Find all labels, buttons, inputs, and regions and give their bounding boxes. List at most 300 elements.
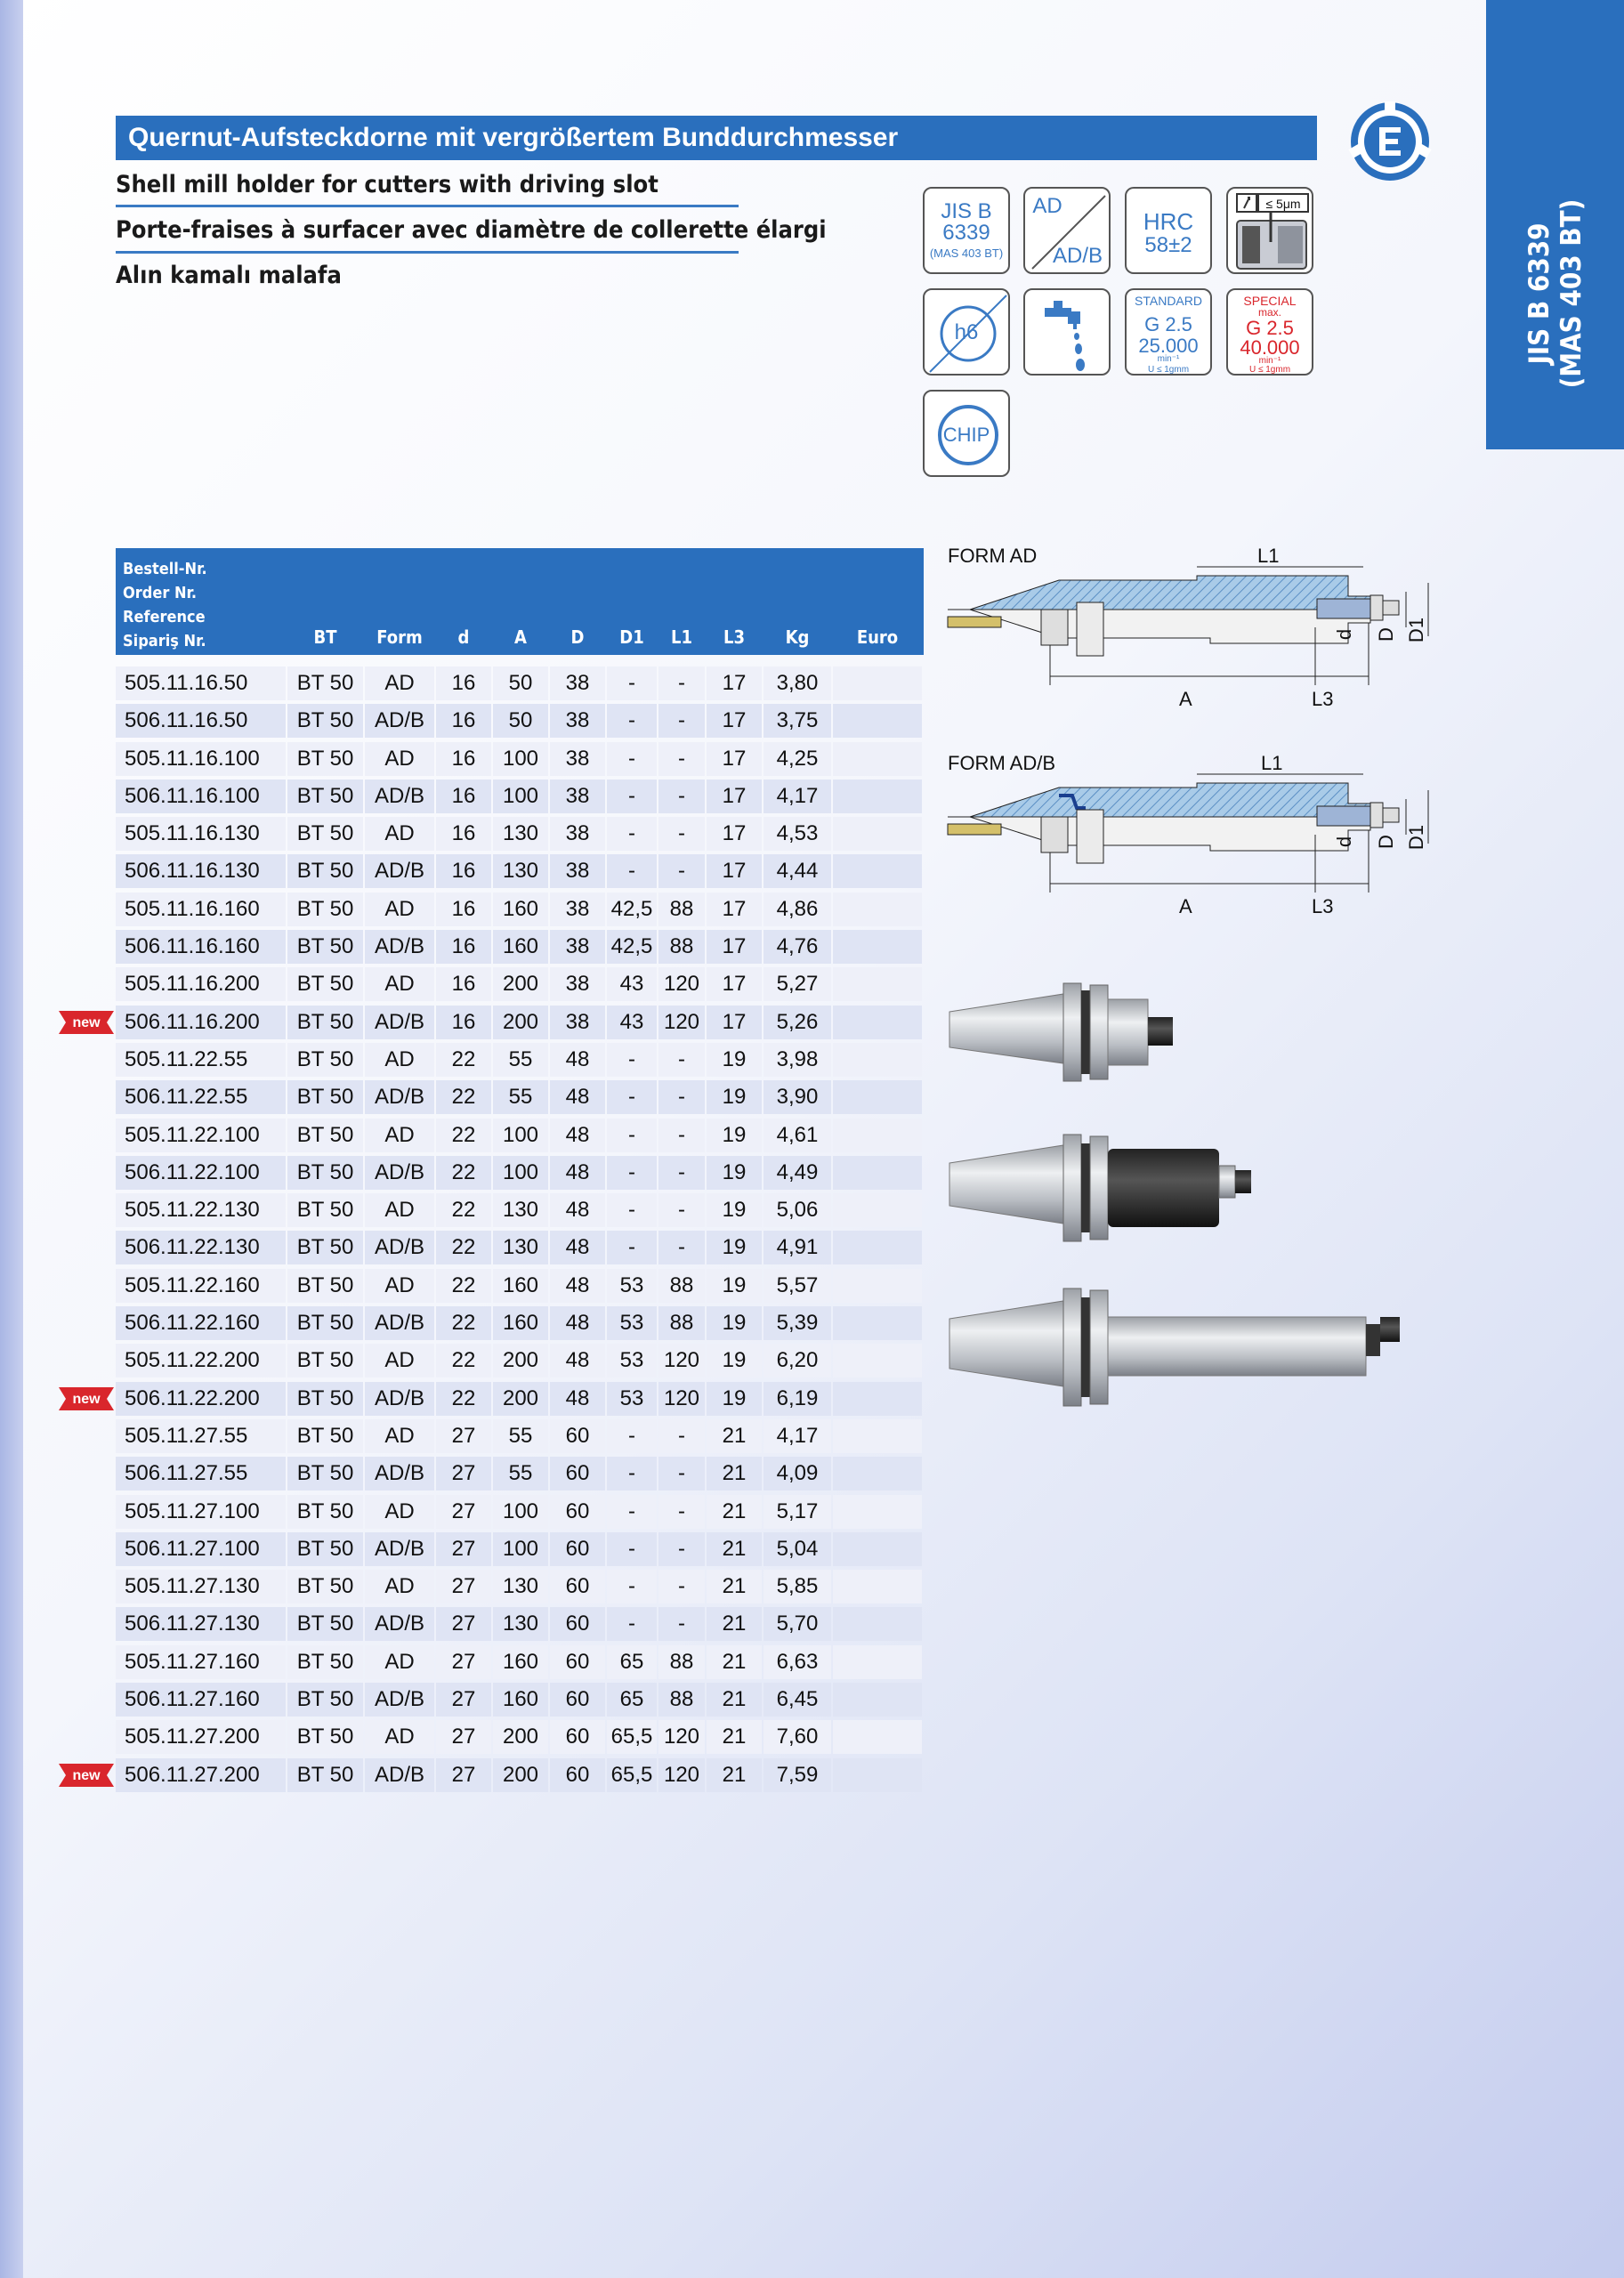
cell-a: 200 xyxy=(493,1382,548,1416)
form-bottom-label: AD/B xyxy=(1052,244,1103,268)
cell-d1: - xyxy=(607,1231,657,1264)
ref-header-en: Order Nr. xyxy=(123,584,198,602)
cell-ref: 505.11.16.50 xyxy=(116,666,286,700)
cell-ref: 505.11.22.100 xyxy=(116,1119,286,1152)
cell-bt: BT 50 xyxy=(287,1720,363,1754)
cell-d: 16 xyxy=(436,817,491,851)
cell-a: 100 xyxy=(493,742,548,776)
cell-D: 48 xyxy=(550,1382,605,1416)
cell-D: 38 xyxy=(550,704,605,738)
cell-a: 160 xyxy=(493,1306,548,1340)
cell-d: 16 xyxy=(436,780,491,813)
cell-ref: 505.11.16.130 xyxy=(116,817,286,851)
cell-d1: - xyxy=(607,1495,657,1529)
cell-form: AD xyxy=(365,1193,434,1227)
cell-d1: 53 xyxy=(607,1306,657,1340)
new-badge-icon xyxy=(59,1011,114,1034)
cell-ref: 505.11.27.130 xyxy=(116,1570,286,1603)
cell-D: 38 xyxy=(550,780,605,813)
cell-D: 60 xyxy=(550,1607,605,1641)
cell-bt: BT 50 xyxy=(287,893,363,926)
form-ad-l1-label: L1 xyxy=(1257,545,1280,567)
cell-l1: - xyxy=(658,1419,705,1453)
jis-l2: 6339 xyxy=(942,221,990,245)
cell-bt: BT 50 xyxy=(287,1306,363,1340)
cell-d1: - xyxy=(607,1043,657,1077)
cell-d1: 42,5 xyxy=(607,893,657,926)
coolant-tap-icon xyxy=(1025,290,1111,376)
cell-d1: - xyxy=(607,854,657,888)
cell-kg: 5,39 xyxy=(764,1306,831,1340)
cell-l3: 21 xyxy=(707,1607,762,1641)
cell-D: 38 xyxy=(550,854,605,888)
cell-l1: - xyxy=(658,1457,705,1490)
cell-a: 50 xyxy=(493,704,548,738)
form-ad-drawing xyxy=(943,556,1442,725)
form-adb-d-label: d xyxy=(1333,836,1356,848)
special-balancing-icon xyxy=(1226,288,1313,376)
cell-a: 200 xyxy=(493,1344,548,1377)
hrc-l2: 58±2 xyxy=(1144,233,1192,257)
cell-bt: BT 50 xyxy=(287,1683,363,1717)
cell-form: AD/B xyxy=(365,1532,434,1566)
ref-header-de: Bestell-Nr. xyxy=(123,560,207,578)
cell-form: AD/B xyxy=(365,1683,434,1717)
cell-D: 60 xyxy=(550,1419,605,1453)
cell-kg: 5,57 xyxy=(764,1269,831,1303)
cell-kg: 5,04 xyxy=(764,1532,831,1566)
cell-d1: - xyxy=(607,666,657,700)
cell-euro xyxy=(833,742,922,776)
cell-l1: - xyxy=(658,1495,705,1529)
chip-icon xyxy=(923,390,1010,477)
cell-ref: 506.11.27.200 xyxy=(116,1758,286,1792)
cell-form: AD/B xyxy=(365,1156,434,1190)
cell-ref: 506.11.16.160 xyxy=(116,930,286,964)
cell-D: 38 xyxy=(550,666,605,700)
cell-ref: 506.11.16.100 xyxy=(116,780,286,813)
cell-a: 100 xyxy=(493,780,548,813)
cell-form: AD xyxy=(365,1720,434,1754)
cell-euro xyxy=(833,1193,922,1227)
cell-l1: - xyxy=(658,1080,705,1114)
cell-ref: 506.11.22.200 xyxy=(116,1382,286,1416)
subtitle-rule-2 xyxy=(116,251,739,254)
cell-form: AD xyxy=(365,1344,434,1377)
cell-l3: 21 xyxy=(707,1758,762,1792)
cell-d: 27 xyxy=(436,1720,491,1754)
cell-a: 130 xyxy=(493,1231,548,1264)
standard-balancing-icon xyxy=(1125,288,1212,376)
cell-ref: 506.11.27.100 xyxy=(116,1532,286,1566)
cell-l3: 17 xyxy=(707,817,762,851)
cell-form: AD xyxy=(365,666,434,700)
special-l2: G 2.5 xyxy=(1246,317,1294,339)
cell-a: 160 xyxy=(493,1269,548,1303)
cell-d: 22 xyxy=(436,1382,491,1416)
cell-l3: 19 xyxy=(707,1231,762,1264)
cell-a: 130 xyxy=(493,1193,548,1227)
cell-euro xyxy=(833,1720,922,1754)
cell-a: 100 xyxy=(493,1119,548,1152)
form-ad-D-label: D xyxy=(1374,627,1397,642)
svg-text:new: new xyxy=(72,1014,101,1030)
cell-kg: 4,61 xyxy=(764,1119,831,1152)
cell-l3: 19 xyxy=(707,1080,762,1114)
cell-ref: 505.11.22.55 xyxy=(116,1043,286,1077)
cell-kg: 7,60 xyxy=(764,1720,831,1754)
cell-euro xyxy=(833,1306,922,1340)
cell-l1: - xyxy=(658,704,705,738)
cell-kg: 3,98 xyxy=(764,1043,831,1077)
cell-a: 200 xyxy=(493,1006,548,1039)
cell-l3: 17 xyxy=(707,930,762,964)
cell-l3: 19 xyxy=(707,1156,762,1190)
cell-a: 200 xyxy=(493,1720,548,1754)
cell-bt: BT 50 xyxy=(287,1607,363,1641)
jis-l1: JIS B xyxy=(941,199,992,223)
cell-form: AD/B xyxy=(365,1758,434,1792)
cell-D: 48 xyxy=(550,1306,605,1340)
cell-D: 38 xyxy=(550,817,605,851)
cell-D: 60 xyxy=(550,1532,605,1566)
cell-D: 60 xyxy=(550,1720,605,1754)
cell-d: 22 xyxy=(436,1344,491,1377)
cell-kg: 3,80 xyxy=(764,666,831,700)
side-tab-label xyxy=(1523,199,1588,389)
cell-l3: 19 xyxy=(707,1306,762,1340)
cell-d: 16 xyxy=(436,967,491,1001)
cell-l1: 120 xyxy=(658,1720,705,1754)
cell-D: 38 xyxy=(550,930,605,964)
cell-d1: 65,5 xyxy=(607,1720,657,1754)
cell-d: 27 xyxy=(436,1683,491,1717)
cell-euro xyxy=(833,704,922,738)
cell-bt: BT 50 xyxy=(287,704,363,738)
cell-euro xyxy=(833,930,922,964)
cell-euro xyxy=(833,893,922,926)
cell-l3: 19 xyxy=(707,1269,762,1303)
cell-kg: 3,90 xyxy=(764,1080,831,1114)
cell-bt: BT 50 xyxy=(287,1344,363,1377)
cell-kg: 5,27 xyxy=(764,967,831,1001)
cell-a: 55 xyxy=(493,1457,548,1490)
cell-euro xyxy=(833,1119,922,1152)
runout-icon xyxy=(1226,187,1313,274)
svg-text:new: new xyxy=(72,1767,101,1783)
cell-bt: BT 50 xyxy=(287,817,363,851)
cell-d1: - xyxy=(607,1193,657,1227)
cell-form: AD/B xyxy=(365,1080,434,1114)
special-l1: max. xyxy=(1257,306,1281,319)
cell-a: 130 xyxy=(493,817,548,851)
cell-bt: BT 50 xyxy=(287,780,363,813)
cell-d: 22 xyxy=(436,1119,491,1152)
cell-bt: BT 50 xyxy=(287,1758,363,1792)
cell-D: 38 xyxy=(550,967,605,1001)
cell-kg: 4,76 xyxy=(764,930,831,964)
column-header-kg: Kg xyxy=(785,626,810,648)
cell-kg: 5,17 xyxy=(764,1495,831,1529)
cell-l3: 17 xyxy=(707,854,762,888)
hrc-hardness-icon xyxy=(1125,187,1212,274)
cell-d: 16 xyxy=(436,893,491,926)
cell-l3: 19 xyxy=(707,1193,762,1227)
cell-a: 130 xyxy=(493,1607,548,1641)
form-type-icon xyxy=(1023,187,1111,274)
cell-l3: 17 xyxy=(707,742,762,776)
cell-ref: 506.11.22.100 xyxy=(116,1156,286,1190)
form-ad-a-label: A xyxy=(1179,688,1192,710)
column-header-d1: D1 xyxy=(619,626,644,648)
svg-text:new: new xyxy=(72,1391,101,1407)
cell-l1: - xyxy=(658,1043,705,1077)
cell-d: 22 xyxy=(436,1080,491,1114)
reference-header xyxy=(123,557,207,653)
cell-kg: 6,63 xyxy=(764,1645,831,1679)
jis-standard-icon xyxy=(923,187,1010,274)
cell-D: 38 xyxy=(550,893,605,926)
cell-D: 48 xyxy=(550,1231,605,1264)
cell-kg: 4,17 xyxy=(764,780,831,813)
cell-form: AD/B xyxy=(365,1382,434,1416)
cell-kg: 5,70 xyxy=(764,1607,831,1641)
cell-d: 22 xyxy=(436,1193,491,1227)
form-adb-d1-label: D1 xyxy=(1405,824,1428,851)
cell-kg: 5,85 xyxy=(764,1570,831,1603)
cell-kg: 7,59 xyxy=(764,1758,831,1792)
cell-euro xyxy=(833,1344,922,1377)
holder-photo-long xyxy=(948,1281,1428,1415)
cell-l1: 88 xyxy=(658,1269,705,1303)
holder-photo-short xyxy=(948,974,1215,1090)
cell-d1: - xyxy=(607,1532,657,1566)
standard-l5: U ≤ 1gmm xyxy=(1147,365,1190,375)
brand-logo-icon xyxy=(1348,100,1432,183)
hrc-l1: HRC xyxy=(1143,208,1194,235)
cell-d1: - xyxy=(607,1570,657,1603)
cell-d1: - xyxy=(607,1156,657,1190)
cell-d1: - xyxy=(607,817,657,851)
cell-D: 48 xyxy=(550,1193,605,1227)
cell-d1: 43 xyxy=(607,967,657,1001)
cell-a: 100 xyxy=(493,1156,548,1190)
cell-bt: BT 50 xyxy=(287,1006,363,1039)
cell-ref: 505.11.27.200 xyxy=(116,1720,286,1754)
cell-euro xyxy=(833,1231,922,1264)
cell-euro xyxy=(833,1457,922,1490)
cell-euro xyxy=(833,967,922,1001)
cell-kg: 5,06 xyxy=(764,1193,831,1227)
cell-bt: BT 50 xyxy=(287,930,363,964)
cell-form: AD xyxy=(365,1119,434,1152)
cell-l3: 17 xyxy=(707,1006,762,1039)
cell-euro xyxy=(833,1532,922,1566)
cell-d: 27 xyxy=(436,1419,491,1453)
cell-bt: BT 50 xyxy=(287,854,363,888)
cell-ref: 505.11.16.160 xyxy=(116,893,286,926)
cell-d: 16 xyxy=(436,930,491,964)
cell-bt: BT 50 xyxy=(287,742,363,776)
cell-d: 27 xyxy=(436,1607,491,1641)
standard-l3: 25.000 xyxy=(1138,335,1199,357)
left-edge-strip xyxy=(0,0,23,2278)
cell-D: 48 xyxy=(550,1119,605,1152)
form-ad-d1-label: D1 xyxy=(1405,617,1428,643)
side-tab-line1: JIS B 6339 xyxy=(1523,222,1555,365)
column-header-a: A xyxy=(514,626,527,648)
cell-kg: 4,49 xyxy=(764,1156,831,1190)
cell-euro xyxy=(833,817,922,851)
standard-l1: STANDARD xyxy=(1135,294,1202,308)
cell-l1: 88 xyxy=(658,1306,705,1340)
cell-form: AD xyxy=(365,742,434,776)
cell-euro xyxy=(833,854,922,888)
cell-l3: 19 xyxy=(707,1043,762,1077)
cell-d1: 53 xyxy=(607,1382,657,1416)
cell-a: 55 xyxy=(493,1080,548,1114)
standard-l2: G 2.5 xyxy=(1144,313,1192,335)
cell-a: 50 xyxy=(493,666,548,700)
cell-l3: 21 xyxy=(707,1720,762,1754)
cell-a: 160 xyxy=(493,930,548,964)
cell-a: 160 xyxy=(493,1645,548,1679)
page-title: Quernut-Aufsteckdorne mit vergrößertem Bunddurchmesser xyxy=(116,116,1317,160)
cell-euro xyxy=(833,1419,922,1453)
cell-d1: 65,5 xyxy=(607,1758,657,1792)
h6-label: h6 xyxy=(954,320,979,344)
cell-bt: BT 50 xyxy=(287,1080,363,1114)
cell-d1: - xyxy=(607,780,657,813)
cell-d1: - xyxy=(607,1080,657,1114)
form-adb-drawing xyxy=(943,763,1442,933)
cell-l3: 19 xyxy=(707,1382,762,1416)
cell-form: AD xyxy=(365,967,434,1001)
column-header-D: D xyxy=(570,626,585,648)
cell-D: 60 xyxy=(550,1645,605,1679)
jis-l3: (MAS 403 BT) xyxy=(929,246,1004,260)
form-ad-d-label: d xyxy=(1333,628,1356,641)
cell-l1: - xyxy=(658,854,705,888)
cell-ref: 506.11.22.160 xyxy=(116,1306,286,1340)
cell-kg: 4,44 xyxy=(764,854,831,888)
cell-bt: BT 50 xyxy=(287,1119,363,1152)
cell-a: 200 xyxy=(493,1758,548,1792)
cell-l3: 19 xyxy=(707,1119,762,1152)
cell-l1: - xyxy=(658,1119,705,1152)
subtitle-tr: Alın kamalı malafa xyxy=(116,262,342,289)
cell-l3: 21 xyxy=(707,1457,762,1490)
cell-kg: 4,25 xyxy=(764,742,831,776)
cell-ref: 505.11.27.100 xyxy=(116,1495,286,1529)
cell-kg: 4,86 xyxy=(764,893,831,926)
cell-form: AD xyxy=(365,1269,434,1303)
cell-l1: - xyxy=(658,817,705,851)
cell-d1: - xyxy=(607,1457,657,1490)
holder-photo-black xyxy=(948,1126,1268,1250)
cell-ref: 505.11.22.130 xyxy=(116,1193,286,1227)
cell-l1: - xyxy=(658,742,705,776)
coolant-icon xyxy=(1023,288,1111,376)
side-tab-line2: (MAS 403 BT) xyxy=(1555,198,1588,389)
cell-d: 22 xyxy=(436,1043,491,1077)
standard-l4: min⁻¹ xyxy=(1157,354,1180,364)
cell-kg: 6,19 xyxy=(764,1382,831,1416)
cell-l3: 17 xyxy=(707,780,762,813)
cell-bt: BT 50 xyxy=(287,1645,363,1679)
subtitle-rule-1 xyxy=(116,205,739,207)
column-header-l3: L3 xyxy=(723,626,745,648)
cell-d1: 43 xyxy=(607,1006,657,1039)
form-adb-l1-label: L1 xyxy=(1261,752,1283,774)
cell-a: 100 xyxy=(493,1532,548,1566)
form-top-label: AD xyxy=(1032,194,1062,218)
cell-kg: 6,45 xyxy=(764,1683,831,1717)
cell-l3: 17 xyxy=(707,893,762,926)
cell-form: AD/B xyxy=(365,1306,434,1340)
cell-l1: - xyxy=(658,1231,705,1264)
cell-d: 27 xyxy=(436,1645,491,1679)
cell-l1: - xyxy=(658,780,705,813)
cell-euro xyxy=(833,1269,922,1303)
cell-D: 38 xyxy=(550,742,605,776)
cell-d1: 42,5 xyxy=(607,930,657,964)
cell-euro xyxy=(833,1607,922,1641)
special-l3: 40.000 xyxy=(1240,336,1300,359)
cell-d1: - xyxy=(607,704,657,738)
cell-bt: BT 50 xyxy=(287,967,363,1001)
cell-D: 48 xyxy=(550,1269,605,1303)
chip-label: CHIP xyxy=(942,424,990,446)
cell-kg: 4,53 xyxy=(764,817,831,851)
cell-D: 60 xyxy=(550,1683,605,1717)
cell-d: 22 xyxy=(436,1231,491,1264)
new-badge-icon xyxy=(59,1764,114,1787)
cell-l1: - xyxy=(658,1193,705,1227)
cell-euro xyxy=(833,1495,922,1529)
cell-bt: BT 50 xyxy=(287,1532,363,1566)
ref-header-tr: Sipariş Nr. xyxy=(123,632,206,650)
cell-d: 27 xyxy=(436,1532,491,1566)
cell-d: 16 xyxy=(436,704,491,738)
cell-d: 16 xyxy=(436,854,491,888)
cell-d1: 53 xyxy=(607,1344,657,1377)
cell-ref: 506.11.27.130 xyxy=(116,1607,286,1641)
runout-label: ≤ 5μm xyxy=(1265,197,1301,211)
cell-euro xyxy=(833,1645,922,1679)
cell-ref: 505.11.16.100 xyxy=(116,742,286,776)
cell-D: 48 xyxy=(550,1344,605,1377)
cell-ref: 506.11.22.55 xyxy=(116,1080,286,1114)
cell-bt: BT 50 xyxy=(287,1193,363,1227)
cell-l1: 120 xyxy=(658,1758,705,1792)
cell-kg: 6,20 xyxy=(764,1344,831,1377)
new-badge-icon xyxy=(59,1387,114,1410)
cell-l3: 21 xyxy=(707,1532,762,1566)
cell-bt: BT 50 xyxy=(287,1043,363,1077)
cell-euro xyxy=(833,780,922,813)
cell-ref: 505.11.22.200 xyxy=(116,1344,286,1377)
cell-l1: 88 xyxy=(658,893,705,926)
cell-l1: - xyxy=(658,1570,705,1603)
column-header-bt: BT xyxy=(313,626,337,648)
cell-euro xyxy=(833,666,922,700)
cell-form: AD xyxy=(365,1495,434,1529)
cell-bt: BT 50 xyxy=(287,1457,363,1490)
cell-D: 60 xyxy=(550,1758,605,1792)
cell-form: AD xyxy=(365,1043,434,1077)
column-header-l1: L1 xyxy=(671,626,692,648)
